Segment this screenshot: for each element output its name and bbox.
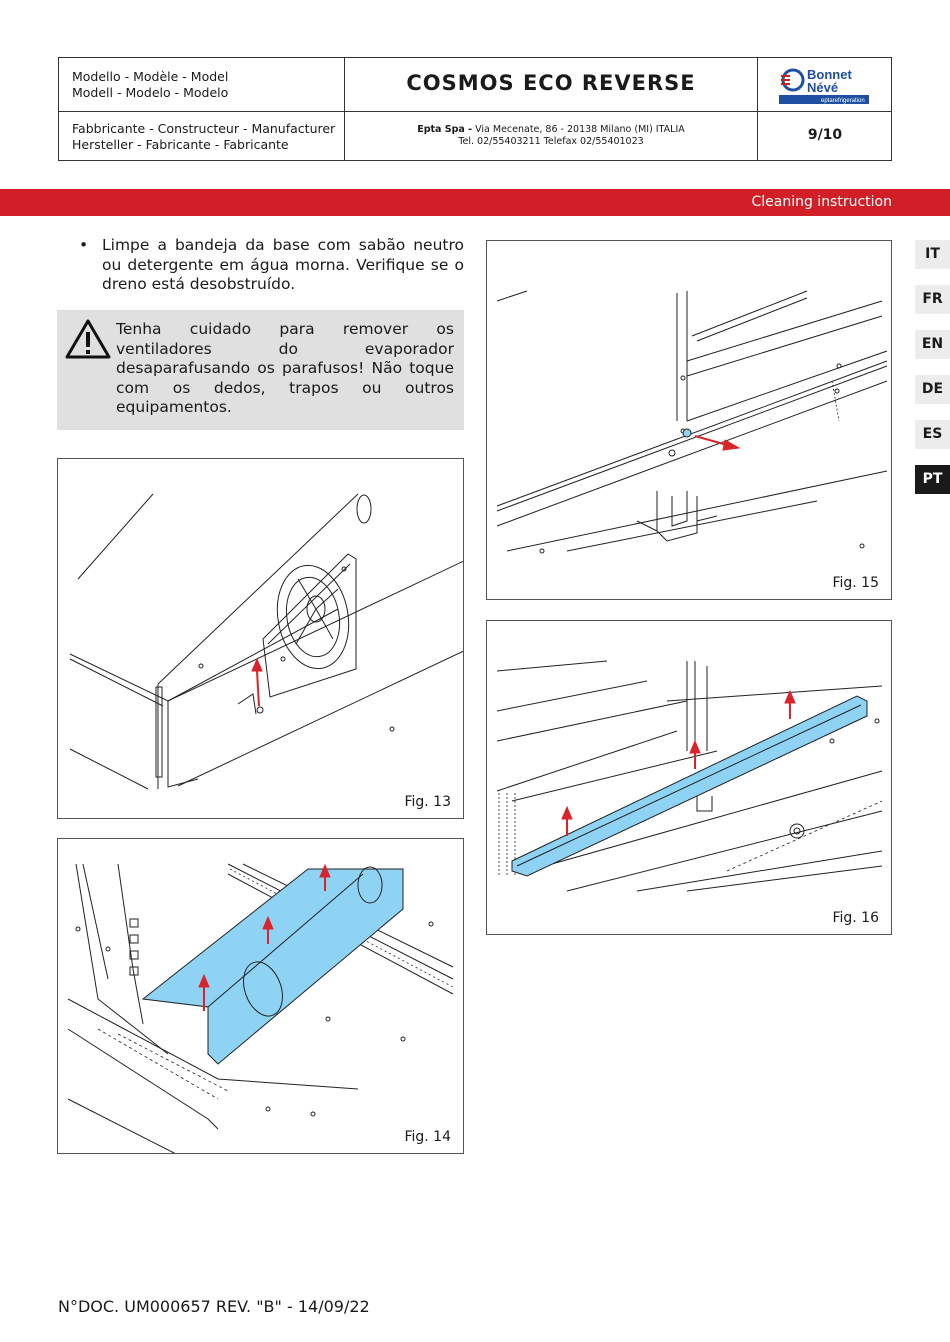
manufacturer-address: Epta Spa - Via Mecenate, 86 - 20138 Milano (MI) ITALIA Tel. 02/55403211 Telefax 02/55401023 xyxy=(417,124,685,147)
tab-pt[interactable]: PT xyxy=(915,465,950,494)
tab-fr[interactable]: FR xyxy=(915,285,950,314)
bonnet-neve-logo xyxy=(779,65,871,105)
page-number: 9/10 xyxy=(807,127,843,143)
figure-15 xyxy=(486,240,892,600)
svg-text:Bonnet: Bonnet xyxy=(807,67,852,82)
figure-15-caption: Fig. 15 xyxy=(832,575,879,591)
section-bar xyxy=(0,189,950,216)
manufacturer-label: Fabbricante - Constructeur - Manufacturer Hersteller - Fabricante - Fabricante xyxy=(72,121,336,152)
tab-es[interactable]: ES xyxy=(915,420,950,449)
svg-text:eptarefrigeration: eptarefrigeration xyxy=(821,98,865,104)
warning-box xyxy=(57,310,464,430)
evaporator-cover-drawing xyxy=(58,839,464,1154)
bullet-text: Limpe a bandeja da base com sabão neutro ou detergente em água morna. Verifique se o dreno está desobstruído. xyxy=(102,236,464,293)
warning-triangle-icon xyxy=(65,318,111,360)
model-label: Modello - Modèle - Model Modell - Modelo - Modelo xyxy=(72,69,229,100)
instruction-bullet xyxy=(76,236,464,295)
model-title: COSMOS ECO REVERSE xyxy=(406,71,696,95)
bullet-marker: • xyxy=(79,236,89,254)
figure-13-caption: Fig. 13 xyxy=(404,794,451,810)
figure-16 xyxy=(486,620,892,935)
drain-screw-drawing xyxy=(487,241,892,600)
base-tray-drawing xyxy=(487,621,892,935)
svg-text:Névé: Névé xyxy=(807,80,839,95)
tab-en[interactable]: EN xyxy=(915,330,950,359)
figure-16-caption: Fig. 16 xyxy=(832,910,879,926)
fan-removal-drawing xyxy=(58,459,464,819)
figure-14 xyxy=(57,838,464,1154)
figure-14-caption: Fig. 14 xyxy=(404,1129,451,1145)
document-number: N°DOC. UM000657 REV. "B" - 14/09/22 xyxy=(58,1297,370,1316)
document-header xyxy=(58,57,892,161)
tab-it[interactable]: IT xyxy=(915,240,950,269)
figure-13 xyxy=(57,458,464,819)
tab-de[interactable]: DE xyxy=(915,375,950,404)
section-title: Cleaning instruction xyxy=(751,194,892,210)
warning-text: Tenha cuidado para remover os ventiladores do evaporador desaparafusando os parafusos! Não toque com os dedos, trapos ou outros equipamentos. xyxy=(116,320,454,416)
